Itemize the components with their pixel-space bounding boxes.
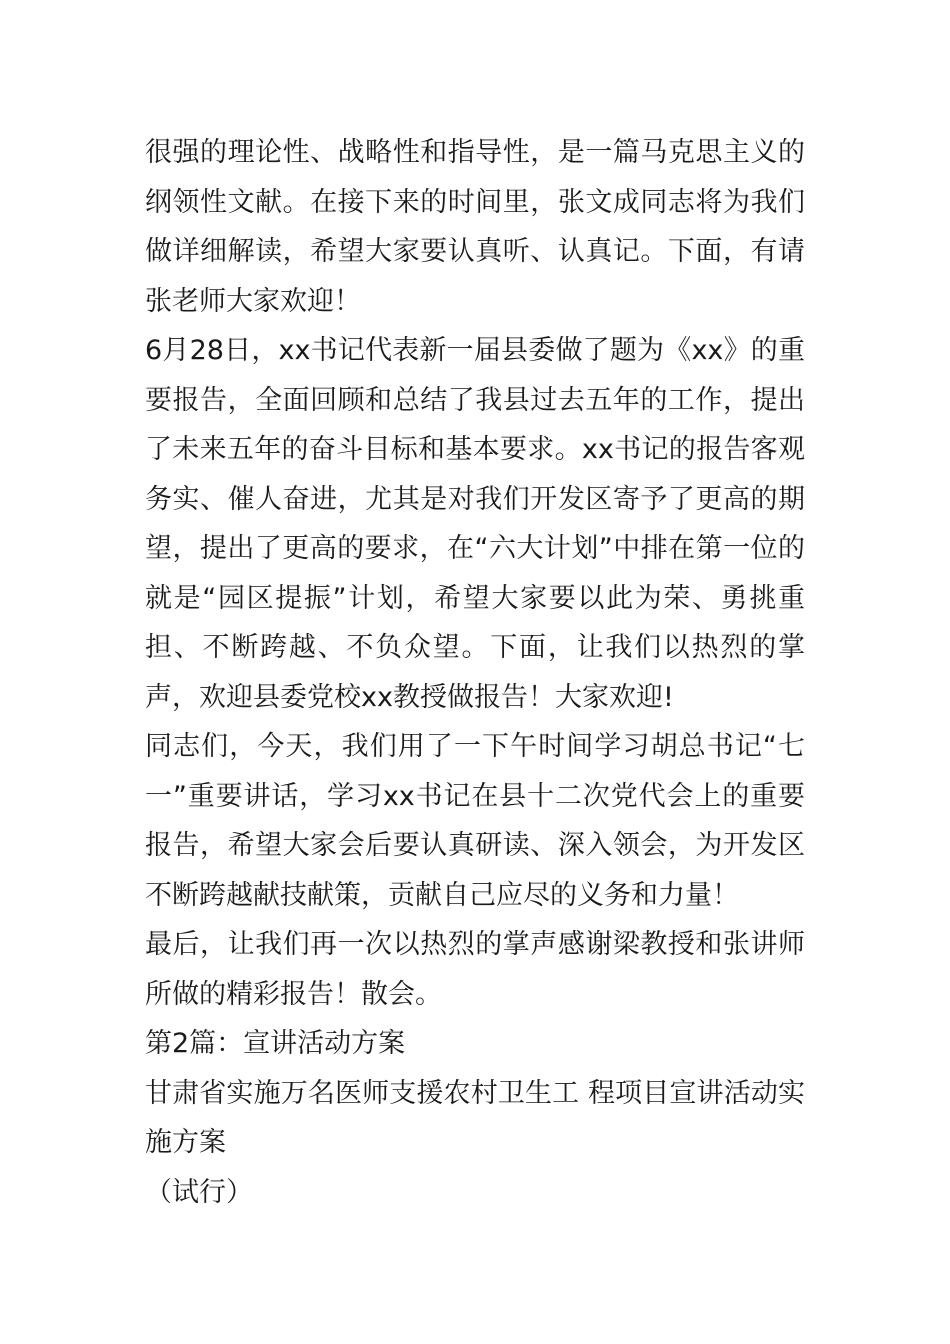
paragraph-intro-continuation: 很强的理论性、战略性和指导性，是一篇马克思主义的纲领性文献。在接下来的时间里，张文成同志将为我们做详细解读，希望大家要认真听、认真记。下面，有请张老师大家欢迎！ [145, 137, 805, 317]
plan-title: 甘肃省实施万名医师支援农村卫生工 程项目宣讲活动实施方案 [145, 1077, 805, 1158]
paragraph-adjournment: 最后，让我们再一次以热烈的掌声感谢梁教授和张讲师所做的精彩报告！散会。 [145, 929, 805, 1010]
section-heading: 第2篇：宣讲活动方案 [145, 1028, 406, 1059]
paragraph-closing-remarks: 同志们，今天，我们用了一下午时间学习胡总书记“七一”重要讲话，学习xx书记在县十二次党代会上的重要报告，希望大家会后要认真研读、深入领会，为开发区不断跨越献技献策，贡献自己应尽的义务和力量！ [145, 731, 805, 911]
plan-subtitle: （试行） [145, 1176, 253, 1208]
paragraph-report-summary: 6月28日，xx书记代表新一届县委做了题为《xx》的重要报告，全面回顾和总结了我县过去五年的工作，提出了未来五年的奋斗目标和基本要求。xx书记的报告客观务实、催人奋进，尤其是对我们开发区寄予了更高的期望，提出了更高的要求，在“六大计划”中排在第一位的就是“园区提振”计划，希望大家要以此为荣、勇挑重担、不断跨越、不负众望。下面，让我们以热烈的掌声，欢迎县委党校xx教授做报告！大家欢迎! [145, 335, 805, 713]
document-body [145, 128, 805, 1217]
